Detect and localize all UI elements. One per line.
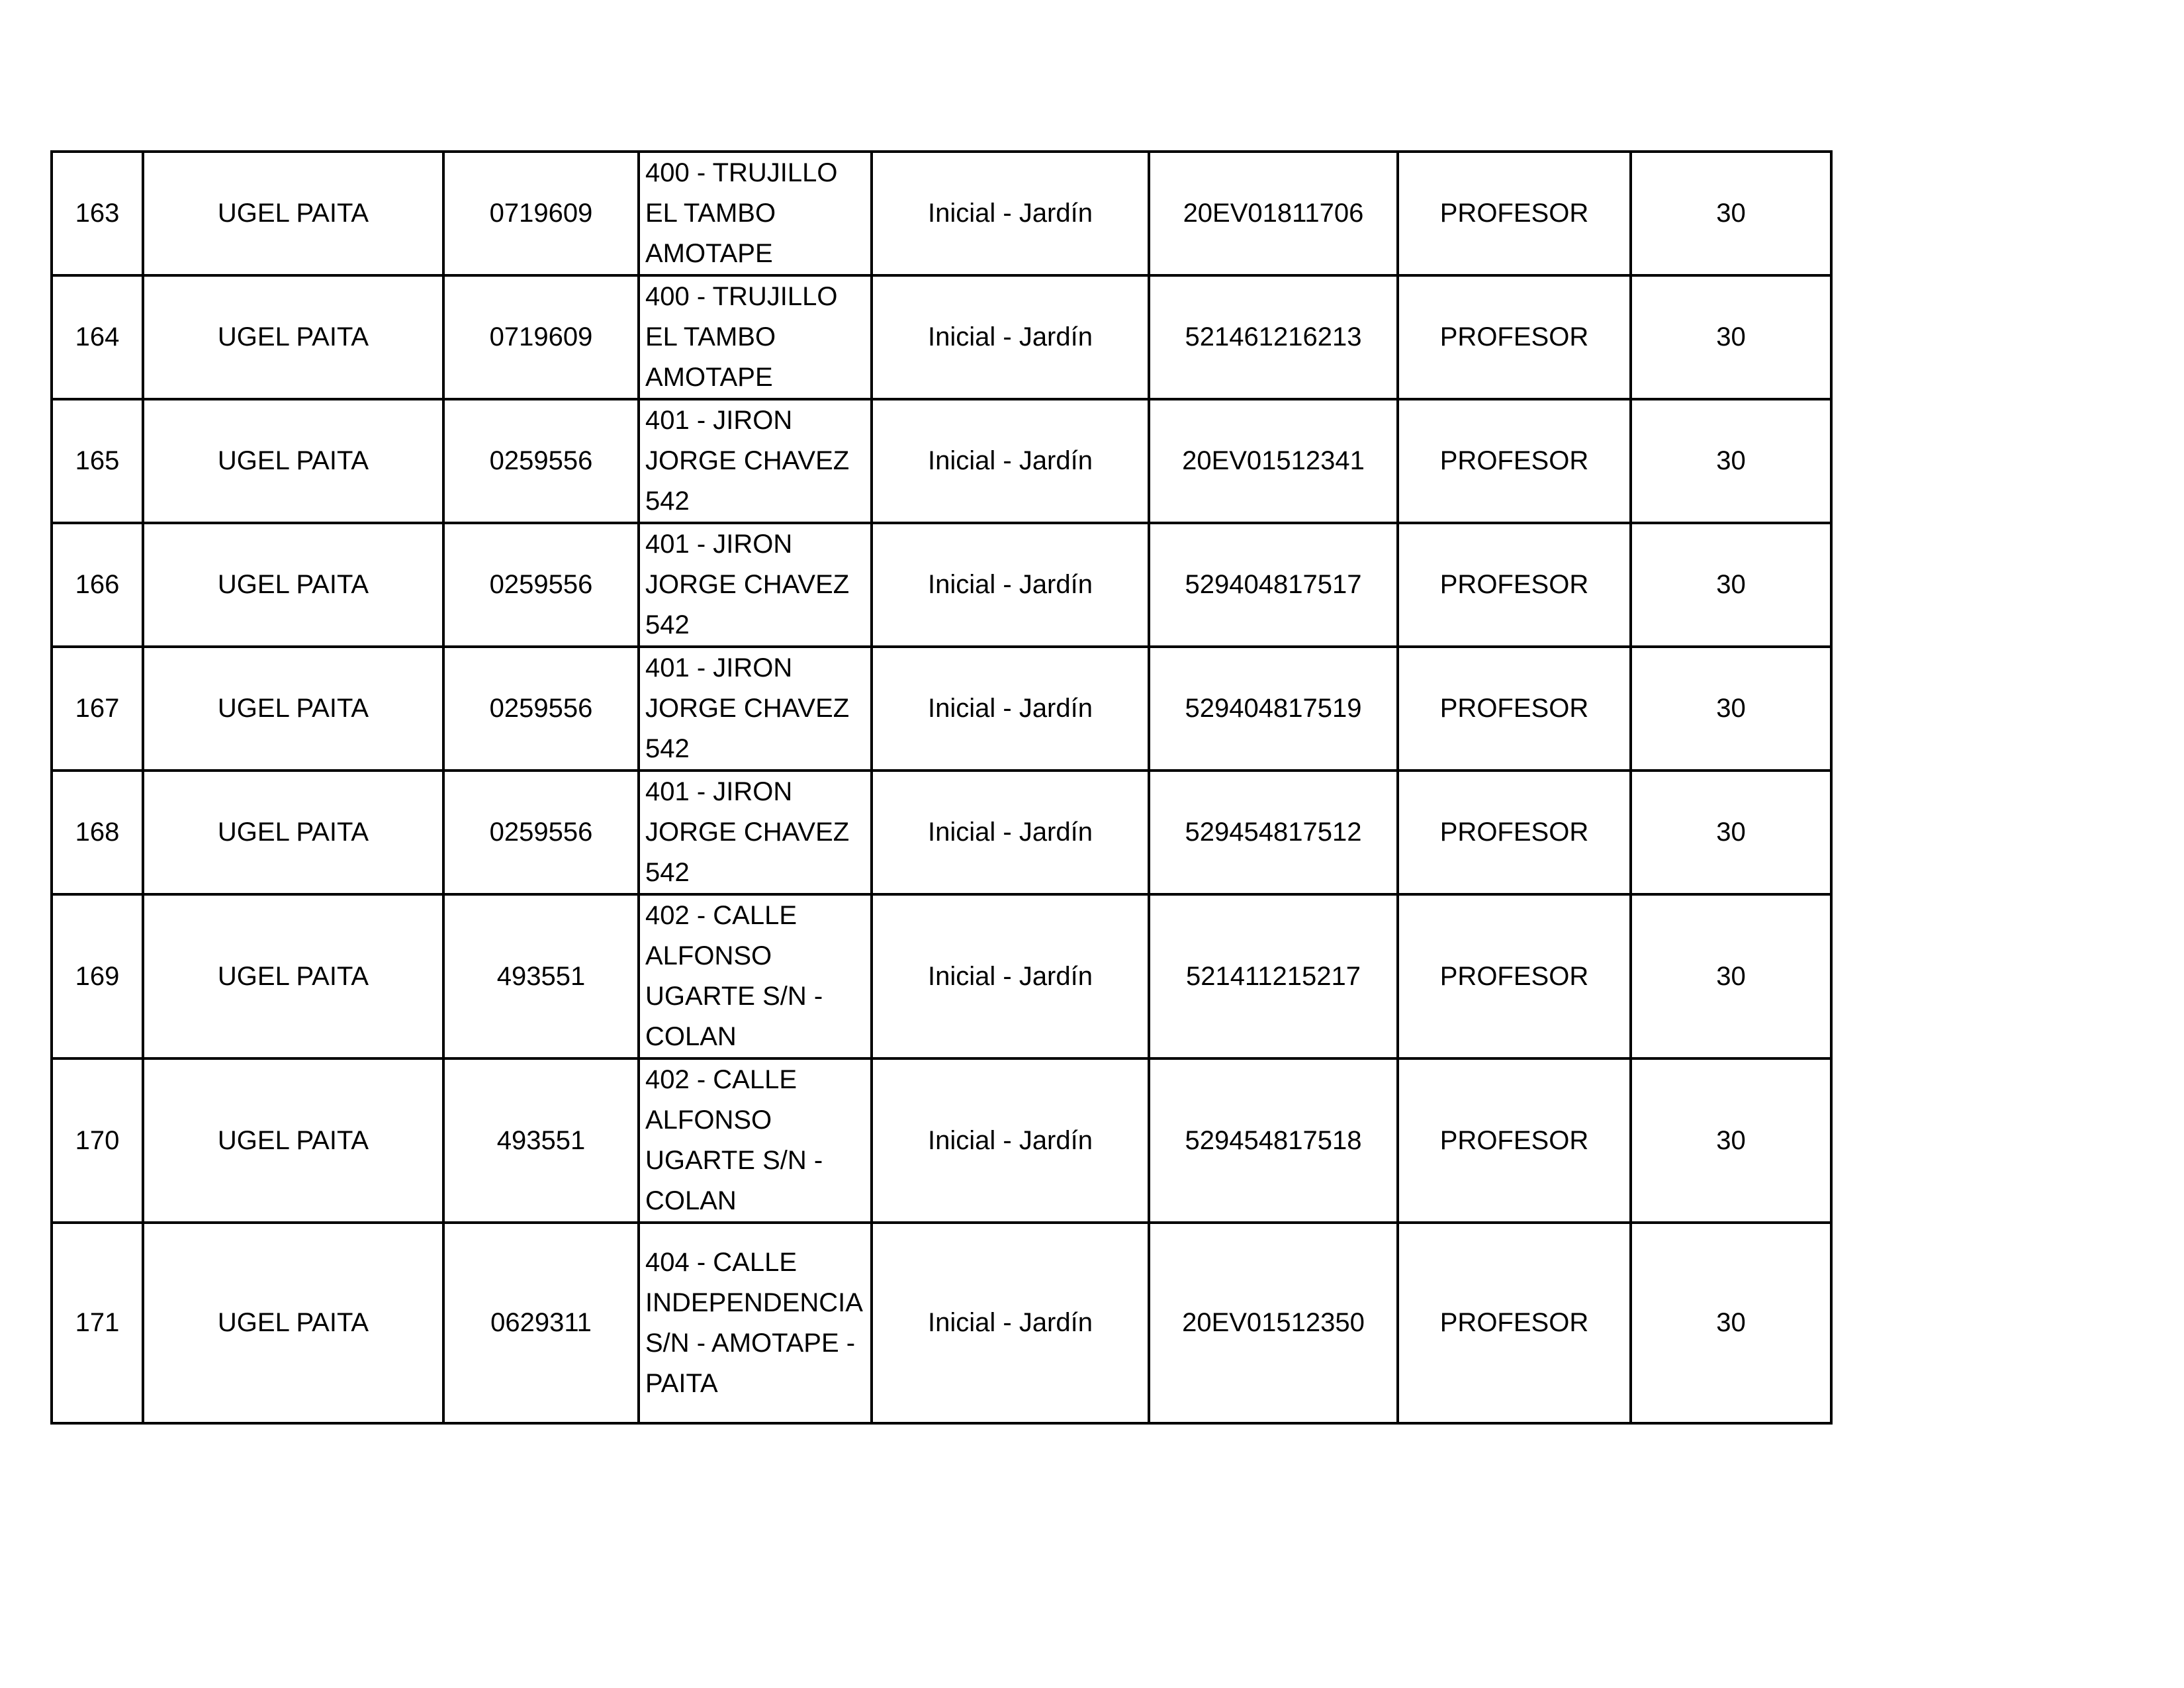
modular-code-cell: 0259556 xyxy=(443,399,639,523)
modular-code-cell: 0259556 xyxy=(443,523,639,647)
plaza-code-cell: 521411215217 xyxy=(1149,894,1398,1058)
hours-cell: 30 xyxy=(1631,894,1831,1058)
plaza-code-cell: 20EV01811706 xyxy=(1149,152,1398,275)
ugel-cell: UGEL PAITA xyxy=(143,1058,443,1223)
address-cell: 404 - CALLE INDEPENDENCIA S/N - AMOTAPE - PAITA xyxy=(639,1223,872,1423)
level-cell: Inicial - Jardín xyxy=(872,523,1149,647)
plaza-code-cell: 529454817512 xyxy=(1149,771,1398,894)
plaza-code-cell: 529404817517 xyxy=(1149,523,1398,647)
ugel-cell: UGEL PAITA xyxy=(143,647,443,771)
ugel-cell: UGEL PAITA xyxy=(143,771,443,894)
cargo-cell: PROFESOR xyxy=(1398,1058,1631,1223)
row-number: 171 xyxy=(52,1223,143,1423)
table-row xyxy=(52,1223,1831,1423)
row-number: 166 xyxy=(52,523,143,647)
row-number: 169 xyxy=(52,894,143,1058)
cargo-cell: PROFESOR xyxy=(1398,647,1631,771)
table-row xyxy=(52,1058,1831,1223)
address-cell: 401 - JIRON JORGE CHAVEZ 542 xyxy=(639,523,872,647)
address-cell: 400 - TRUJILLO EL TAMBO AMOTAPE xyxy=(639,152,872,275)
address-cell: 400 - TRUJILLO EL TAMBO AMOTAPE xyxy=(639,275,872,399)
level-cell: Inicial - Jardín xyxy=(872,1223,1149,1423)
hours-cell: 30 xyxy=(1631,152,1831,275)
row-number: 170 xyxy=(52,1058,143,1223)
address-cell: 401 - JIRON JORGE CHAVEZ 542 xyxy=(639,647,872,771)
address-cell: 402 - CALLE ALFONSO UGARTE S/N - COLAN xyxy=(639,894,872,1058)
level-cell: Inicial - Jardín xyxy=(872,894,1149,1058)
level-cell: Inicial - Jardín xyxy=(872,647,1149,771)
vacancy-table xyxy=(50,150,1833,1425)
cargo-cell: PROFESOR xyxy=(1398,1223,1631,1423)
ugel-cell: UGEL PAITA xyxy=(143,152,443,275)
level-cell: Inicial - Jardín xyxy=(872,399,1149,523)
table-row xyxy=(52,152,1831,275)
row-number: 165 xyxy=(52,399,143,523)
row-number: 167 xyxy=(52,647,143,771)
plaza-code-cell: 20EV01512350 xyxy=(1149,1223,1398,1423)
modular-code-cell: 0629311 xyxy=(443,1223,639,1423)
table-row xyxy=(52,523,1831,647)
modular-code-cell: 493551 xyxy=(443,1058,639,1223)
ugel-cell: UGEL PAITA xyxy=(143,523,443,647)
plaza-code-cell: 20EV01512341 xyxy=(1149,399,1398,523)
modular-code-cell: 0259556 xyxy=(443,771,639,894)
table-row xyxy=(52,894,1831,1058)
level-cell: Inicial - Jardín xyxy=(872,152,1149,275)
cargo-cell: PROFESOR xyxy=(1398,523,1631,647)
row-number: 163 xyxy=(52,152,143,275)
level-cell: Inicial - Jardín xyxy=(872,275,1149,399)
table-row xyxy=(52,275,1831,399)
modular-code-cell: 493551 xyxy=(443,894,639,1058)
hours-cell: 30 xyxy=(1631,399,1831,523)
ugel-cell: UGEL PAITA xyxy=(143,399,443,523)
address-cell: 401 - JIRON JORGE CHAVEZ 542 xyxy=(639,771,872,894)
level-cell: Inicial - Jardín xyxy=(872,1058,1149,1223)
hours-cell: 30 xyxy=(1631,1058,1831,1223)
cargo-cell: PROFESOR xyxy=(1398,275,1631,399)
table-row xyxy=(52,771,1831,894)
hours-cell: 30 xyxy=(1631,275,1831,399)
cargo-cell: PROFESOR xyxy=(1398,894,1631,1058)
level-cell: Inicial - Jardín xyxy=(872,771,1149,894)
modular-code-cell: 0259556 xyxy=(443,647,639,771)
hours-cell: 30 xyxy=(1631,647,1831,771)
row-number: 168 xyxy=(52,771,143,894)
hours-cell: 30 xyxy=(1631,1223,1831,1423)
cargo-cell: PROFESOR xyxy=(1398,399,1631,523)
row-number: 164 xyxy=(52,275,143,399)
ugel-cell: UGEL PAITA xyxy=(143,275,443,399)
address-cell: 401 - JIRON JORGE CHAVEZ 542 xyxy=(639,399,872,523)
hours-cell: 30 xyxy=(1631,523,1831,647)
table-row xyxy=(52,647,1831,771)
table-row xyxy=(52,399,1831,523)
modular-code-cell: 0719609 xyxy=(443,152,639,275)
cargo-cell: PROFESOR xyxy=(1398,771,1631,894)
plaza-code-cell: 529404817519 xyxy=(1149,647,1398,771)
plaza-code-cell: 529454817518 xyxy=(1149,1058,1398,1223)
ugel-cell: UGEL PAITA xyxy=(143,894,443,1058)
ugel-cell: UGEL PAITA xyxy=(143,1223,443,1423)
cargo-cell: PROFESOR xyxy=(1398,152,1631,275)
hours-cell: 30 xyxy=(1631,771,1831,894)
address-cell: 402 - CALLE ALFONSO UGARTE S/N - COLAN xyxy=(639,1058,872,1223)
modular-code-cell: 0719609 xyxy=(443,275,639,399)
plaza-code-cell: 521461216213 xyxy=(1149,275,1398,399)
